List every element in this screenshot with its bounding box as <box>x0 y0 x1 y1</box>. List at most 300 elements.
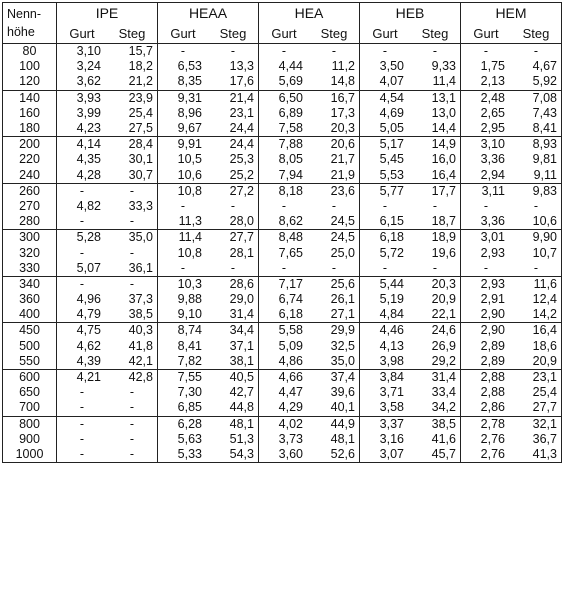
gurt-cell: 3,07 <box>360 447 411 463</box>
gurt-cell: - <box>57 245 108 260</box>
steg-cell: 35,0 <box>107 230 158 246</box>
gurt-cell: 3,37 <box>360 416 411 432</box>
gurt-cell: - <box>259 44 310 60</box>
nennhoehe-cell: 400 <box>19 307 40 322</box>
steg-cell: 27,2 <box>208 183 259 199</box>
steg-cell: 32,1 <box>511 416 562 432</box>
gurt-cell: 3,84 <box>360 369 411 385</box>
steg-cell: - <box>331 260 337 275</box>
steg-cell: 14,9 <box>410 137 461 153</box>
steg-cell: - <box>432 44 438 59</box>
steg-cell: - <box>129 245 135 260</box>
gurt-cell: - <box>57 416 108 432</box>
table-row <box>3 214 562 230</box>
steg-cell: - <box>129 400 135 415</box>
gurt-cell: 2,86 <box>461 400 512 416</box>
gurt-cell: 4,82 <box>57 199 108 214</box>
gurt-cell: - <box>57 276 108 292</box>
steg-cell: - <box>230 44 236 59</box>
table-row <box>3 152 562 167</box>
steg-cell: 31,4 <box>410 369 461 385</box>
steg-cell: 8,41 <box>532 121 557 136</box>
steg-cell: 44,8 <box>229 400 254 415</box>
table-row <box>3 447 562 463</box>
gurt-cell: 6,15 <box>360 214 411 230</box>
gurt-cell: - <box>461 261 512 277</box>
header-sub-steg: Steg <box>320 25 348 41</box>
steg-cell: 18,9 <box>410 230 461 246</box>
steg-cell: - <box>533 260 539 275</box>
nennhoehe-cell: 280 <box>19 214 40 229</box>
gurt-cell: 2,90 <box>461 307 512 323</box>
gurt-cell: 6,50 <box>259 90 310 106</box>
steg-cell: 7,43 <box>532 105 557 120</box>
steg-cell: 30,1 <box>128 152 153 167</box>
steg-cell: 20,9 <box>431 292 456 307</box>
gurt-cell: 3,10 <box>57 44 108 60</box>
steg-cell: 10,6 <box>532 214 557 229</box>
steg-cell: 27,7 <box>532 400 557 415</box>
gurt-cell: 2,93 <box>461 276 512 292</box>
steg-cell: 52,6 <box>330 446 355 461</box>
gurt-cell: 10,5 <box>158 152 209 167</box>
nennhoehe-cell: 800 <box>3 416 57 432</box>
table-body <box>3 44 562 463</box>
steg-cell: 14,8 <box>330 74 355 89</box>
steg-cell: 38,5 <box>128 307 153 322</box>
gurt-cell: 4,96 <box>57 292 108 307</box>
steg-cell: 16,4 <box>511 323 562 339</box>
steg-cell: - <box>129 431 135 446</box>
gurt-cell: 5,77 <box>360 183 411 199</box>
gurt-cell: 7,94 <box>259 168 310 184</box>
table-row <box>3 59 562 74</box>
table-row <box>3 339 562 354</box>
steg-cell: 11,4 <box>432 74 456 89</box>
steg-cell: 24,4 <box>208 137 259 153</box>
gurt-cell: 4,84 <box>360 307 411 323</box>
steg-cell: 13,0 <box>431 105 456 120</box>
steg-cell: 18,2 <box>128 59 153 74</box>
steg-cell: 21,4 <box>208 90 259 106</box>
steg-cell: 44,9 <box>309 416 360 432</box>
table-row <box>3 121 562 137</box>
table-row <box>3 416 562 432</box>
steg-cell: 42,7 <box>229 385 254 400</box>
steg-cell: 16,0 <box>431 152 456 167</box>
nennhoehe-cell: 300 <box>3 230 57 246</box>
gurt-cell: 2,76 <box>461 447 512 463</box>
steg-cell: 21,2 <box>128 74 153 89</box>
gurt-cell: 4,02 <box>259 416 310 432</box>
gurt-cell: 5,44 <box>360 276 411 292</box>
header-nennhoehe <box>3 3 57 44</box>
header-row-groups <box>3 3 562 24</box>
steg-cell: 7,08 <box>511 90 562 106</box>
gurt-cell: 6,89 <box>259 106 310 121</box>
steg-cell: 35,0 <box>330 353 355 368</box>
steg-cell: - <box>432 260 438 275</box>
steg-cell: 23,1 <box>511 369 562 385</box>
nennhoehe-cell: 500 <box>19 338 40 353</box>
gurt-cell: - <box>158 44 209 60</box>
gurt-cell: 5,19 <box>360 292 411 307</box>
steg-cell: 14,4 <box>431 121 456 136</box>
steg-cell: 11,2 <box>331 59 355 74</box>
gurt-cell: 4,28 <box>57 168 108 184</box>
gurt-cell: 6,85 <box>158 400 209 416</box>
gurt-cell: 2,13 <box>461 74 512 90</box>
steg-cell: 27,1 <box>330 307 355 322</box>
gurt-cell: 9,88 <box>158 292 209 307</box>
steg-cell: 29,9 <box>309 323 360 339</box>
gurt-cell: 10,3 <box>158 276 209 292</box>
nennhoehe-cell: 80 <box>22 44 37 59</box>
nennhoehe-cell: 100 <box>19 59 40 74</box>
steg-cell: 20,9 <box>532 353 557 368</box>
gurt-cell: 3,73 <box>259 432 310 447</box>
table-row <box>3 261 562 277</box>
steg-cell: 8,93 <box>511 137 562 153</box>
gurt-cell: 2,89 <box>461 339 512 354</box>
steg-cell: 13,1 <box>410 90 461 106</box>
steg-cell: - <box>533 44 539 59</box>
steg-cell: - <box>230 198 236 213</box>
steg-cell: 25,3 <box>229 152 254 167</box>
steg-cell: 34,4 <box>208 323 259 339</box>
steg-cell: 13,3 <box>229 59 254 74</box>
steg-cell: 40,5 <box>208 369 259 385</box>
gurt-cell: 3,16 <box>360 432 411 447</box>
table-row <box>3 168 562 184</box>
steg-cell: 42,1 <box>128 353 153 368</box>
gurt-cell: 2,89 <box>461 354 512 370</box>
gurt-cell: 3,50 <box>360 59 411 74</box>
gurt-cell: 10,8 <box>158 183 209 199</box>
gurt-cell: - <box>360 44 411 60</box>
nennhoehe-cell: 220 <box>19 152 40 167</box>
table-row <box>3 292 562 307</box>
steg-cell: 38,5 <box>410 416 461 432</box>
steg-cell: 9,11 <box>533 167 557 182</box>
gurt-cell: 4,86 <box>259 354 310 370</box>
nennhoehe-cell: 270 <box>19 198 40 213</box>
gurt-cell: 8,74 <box>158 323 209 339</box>
table-row <box>3 199 562 214</box>
steg-cell: 25,0 <box>330 245 355 260</box>
steg-cell: 21,9 <box>330 167 355 182</box>
gurt-cell: 8,96 <box>158 106 209 121</box>
header-nennhoehe-line2: höhe <box>7 25 35 39</box>
header-group-hea: HEA <box>259 3 360 24</box>
table-row <box>3 385 562 400</box>
gurt-cell: 4,79 <box>57 307 108 323</box>
header-group-hem: HEM <box>461 3 562 24</box>
gurt-cell: 3,62 <box>57 74 108 90</box>
gurt-cell: 2,91 <box>461 292 512 307</box>
steg-cell: 25,4 <box>532 385 557 400</box>
gurt-cell: 3,71 <box>360 385 411 400</box>
gurt-cell: 3,10 <box>461 137 512 153</box>
gurt-cell: - <box>360 261 411 277</box>
header-sub-gurt: Gurt <box>360 23 411 44</box>
steg-cell: 41,6 <box>431 431 456 446</box>
steg-cell: 9,33 <box>431 59 456 74</box>
gurt-cell: - <box>259 199 310 214</box>
steg-cell: 5,92 <box>532 74 557 89</box>
steg-cell: - <box>107 416 158 432</box>
gurt-cell: 5,28 <box>57 230 108 246</box>
steg-cell: - <box>331 198 337 213</box>
gurt-cell: 4,47 <box>259 385 310 400</box>
steg-cell: 4,67 <box>532 59 557 74</box>
gurt-cell: 5,33 <box>158 447 209 463</box>
gurt-cell: - <box>57 400 108 416</box>
gurt-cell: 11,4 <box>158 230 209 246</box>
steg-cell: 21,7 <box>330 152 355 167</box>
gurt-cell: 9,67 <box>158 121 209 137</box>
gurt-cell: - <box>259 261 310 277</box>
gurt-cell: 5,72 <box>360 245 411 260</box>
gurt-cell: 6,74 <box>259 292 310 307</box>
gurt-cell: 8,05 <box>259 152 310 167</box>
gurt-cell: 3,93 <box>57 90 108 106</box>
header-nennhoehe-line1: Nenn- <box>7 7 42 21</box>
steg-cell: - <box>107 183 158 199</box>
header-sub-steg: Steg <box>421 25 449 41</box>
steg-cell: 39,6 <box>330 385 355 400</box>
gurt-cell: 5,45 <box>360 152 411 167</box>
gurt-cell: 3,36 <box>461 152 512 167</box>
gurt-cell: 6,28 <box>158 416 209 432</box>
table-row <box>3 106 562 121</box>
nennhoehe-cell: 550 <box>19 353 40 368</box>
steg-cell: 28,6 <box>208 276 259 292</box>
gurt-cell: 4,75 <box>57 323 108 339</box>
gurt-cell: 2,65 <box>461 106 512 121</box>
steg-cell: 24,4 <box>229 121 254 136</box>
gurt-cell: 6,53 <box>158 59 209 74</box>
steg-cell: 32,5 <box>330 338 355 353</box>
gurt-cell: 8,48 <box>259 230 310 246</box>
steg-cell: 25,2 <box>229 167 254 182</box>
gurt-cell: 9,10 <box>158 307 209 323</box>
steg-cell: 33,3 <box>128 198 153 213</box>
steg-cell: 38,1 <box>229 353 254 368</box>
steg-cell: 16,7 <box>309 90 360 106</box>
steg-cell: 15,7 <box>128 44 153 59</box>
gurt-cell: 3,24 <box>57 59 108 74</box>
gurt-cell: - <box>57 214 108 230</box>
gurt-cell: 4,62 <box>57 339 108 354</box>
gurt-cell: - <box>158 261 209 277</box>
steg-cell: 30,7 <box>128 167 153 182</box>
nennhoehe-cell: 200 <box>3 137 57 153</box>
nennhoehe-cell: 160 <box>19 105 40 120</box>
gurt-cell: 5,05 <box>360 121 411 137</box>
table-row <box>3 90 562 106</box>
table-row <box>3 432 562 447</box>
nennhoehe-cell: 240 <box>19 167 40 182</box>
steg-cell: - <box>107 276 158 292</box>
nennhoehe-cell: 140 <box>3 90 57 106</box>
gurt-cell: 5,17 <box>360 137 411 153</box>
gurt-cell: 5,09 <box>259 339 310 354</box>
gurt-cell: 5,07 <box>57 261 108 277</box>
steg-cell: 45,7 <box>431 446 456 461</box>
steg-cell: 28,0 <box>229 214 254 229</box>
gurt-cell: 7,88 <box>259 137 310 153</box>
steg-cell: 54,3 <box>229 446 254 461</box>
steg-cell: 24,5 <box>330 214 355 229</box>
gurt-cell: 4,44 <box>259 59 310 74</box>
steg-cell: 48,1 <box>330 431 355 446</box>
table-row <box>3 183 562 199</box>
steg-cell: 27,7 <box>208 230 259 246</box>
steg-cell: 12,4 <box>532 292 557 307</box>
gurt-cell: 2,93 <box>461 245 512 260</box>
gurt-cell: - <box>57 447 108 463</box>
gurt-cell: 8,62 <box>259 214 310 230</box>
gurt-cell: 8,35 <box>158 74 209 90</box>
header-group-ipe: IPE <box>57 3 158 24</box>
gurt-cell: 4,46 <box>360 323 411 339</box>
gurt-cell: 10,6 <box>158 168 209 184</box>
steg-cell: 17,3 <box>330 105 355 120</box>
gurt-cell: 5,53 <box>360 168 411 184</box>
gurt-cell: 7,82 <box>158 354 209 370</box>
nennhoehe-cell: 650 <box>19 385 40 400</box>
gurt-cell: - <box>57 432 108 447</box>
nennhoehe-cell: 600 <box>3 369 57 385</box>
steg-cell: 23,1 <box>229 105 254 120</box>
gurt-cell: 7,30 <box>158 385 209 400</box>
gurt-cell: 7,17 <box>259 276 310 292</box>
gurt-cell: 7,58 <box>259 121 310 137</box>
gurt-cell: 11,3 <box>158 214 209 230</box>
steg-cell: - <box>432 198 438 213</box>
gurt-cell: 2,76 <box>461 432 512 447</box>
gurt-cell: 2,88 <box>461 385 512 400</box>
header-group-heb: HEB <box>360 3 461 24</box>
header-sub-gurt: Gurt <box>461 23 512 44</box>
header-row-sub <box>3 23 562 44</box>
gurt-cell: - <box>158 199 209 214</box>
gurt-cell: 4,29 <box>259 400 310 416</box>
gurt-cell: 2,88 <box>461 369 512 385</box>
gurt-cell: 4,23 <box>57 121 108 137</box>
gurt-cell: 2,95 <box>461 121 512 137</box>
gurt-cell: 7,65 <box>259 245 310 260</box>
gurt-cell: 3,58 <box>360 400 411 416</box>
nennhoehe-cell: 700 <box>19 400 40 415</box>
table-row <box>3 400 562 416</box>
gurt-cell: 3,36 <box>461 214 512 230</box>
steg-cell: 20,3 <box>410 276 461 292</box>
profile-table <box>2 2 562 463</box>
nennhoehe-cell: 340 <box>3 276 57 292</box>
steg-cell: 42,8 <box>107 369 158 385</box>
steg-cell: 33,4 <box>431 385 456 400</box>
steg-cell: - <box>331 44 337 59</box>
gurt-cell: 3,01 <box>461 230 512 246</box>
gurt-cell: 2,48 <box>461 90 512 106</box>
gurt-cell: 6,18 <box>360 230 411 246</box>
steg-cell: 28,4 <box>107 137 158 153</box>
gurt-cell: 3,98 <box>360 354 411 370</box>
gurt-cell: 2,94 <box>461 168 512 184</box>
gurt-cell: 10,8 <box>158 245 209 260</box>
steg-cell: 20,6 <box>309 137 360 153</box>
steg-cell: 28,1 <box>229 245 254 260</box>
steg-cell: 19,6 <box>431 245 456 260</box>
table-row <box>3 307 562 323</box>
steg-cell: 40,1 <box>330 400 355 415</box>
gurt-cell: - <box>360 199 411 214</box>
nennhoehe-cell: 900 <box>19 431 40 446</box>
gurt-cell: - <box>57 385 108 400</box>
nennhoehe-cell: 260 <box>3 183 57 199</box>
steg-cell: 29,2 <box>431 353 456 368</box>
nennhoehe-cell: 180 <box>19 121 40 136</box>
nennhoehe-cell: 360 <box>19 292 40 307</box>
nennhoehe-cell: 1000 <box>15 446 44 461</box>
gurt-cell: 8,41 <box>158 339 209 354</box>
steg-cell: 23,9 <box>107 90 158 106</box>
steg-cell: - <box>230 260 236 275</box>
steg-cell: 48,1 <box>208 416 259 432</box>
steg-cell: 51,3 <box>229 431 254 446</box>
gurt-cell: 4,14 <box>57 137 108 153</box>
steg-cell: 10,7 <box>532 245 557 260</box>
gurt-cell: 9,91 <box>158 137 209 153</box>
steg-cell: 25,4 <box>128 105 153 120</box>
steg-cell: 9,81 <box>532 152 557 167</box>
table-row <box>3 44 562 60</box>
gurt-cell: 4,39 <box>57 354 108 370</box>
table-row <box>3 245 562 260</box>
steg-cell: 36,1 <box>128 260 153 275</box>
steg-cell: 24,6 <box>410 323 461 339</box>
gurt-cell: - <box>57 183 108 199</box>
gurt-cell: 6,18 <box>259 307 310 323</box>
gurt-cell: 4,13 <box>360 339 411 354</box>
gurt-cell: 3,99 <box>57 106 108 121</box>
gurt-cell: 5,63 <box>158 432 209 447</box>
header-sub-steg: Steg <box>522 25 550 41</box>
steg-cell: 29,0 <box>229 292 254 307</box>
steg-cell: 24,5 <box>309 230 360 246</box>
steg-cell: 41,3 <box>532 446 557 461</box>
gurt-cell: 2,78 <box>461 416 512 432</box>
steg-cell: 17,7 <box>410 183 461 199</box>
steg-cell: 37,1 <box>229 338 254 353</box>
steg-cell: 27,5 <box>128 121 153 136</box>
table-row <box>3 354 562 370</box>
steg-cell: 34,2 <box>431 400 456 415</box>
profile-table-container <box>2 2 562 463</box>
steg-cell: 14,2 <box>532 307 557 322</box>
table-row <box>3 369 562 385</box>
steg-cell: 18,6 <box>532 338 557 353</box>
steg-cell: 11,6 <box>511 276 562 292</box>
gurt-cell: 3,11 <box>461 183 512 199</box>
steg-cell: 36,7 <box>532 431 557 446</box>
steg-cell: 9,90 <box>511 230 562 246</box>
steg-cell: - <box>129 214 135 229</box>
steg-cell: - <box>129 446 135 461</box>
steg-cell: 16,4 <box>431 167 456 182</box>
